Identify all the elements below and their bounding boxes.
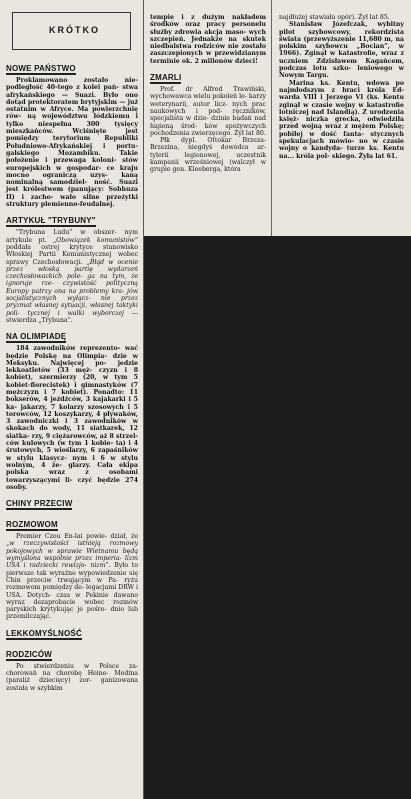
text-run: Premier Czou En-lai powie- dział, że [16, 533, 138, 541]
text-run: "Trybuna Ludu" w obszer- nym artykule pt. [6, 229, 138, 244]
top-right-block [144, 0, 411, 236]
text-run: poddała ostrej krytyce stanowisko Włoskiej Partii Komunistycznej wobec sprawy Czechosłowacji. [6, 243, 138, 266]
obituary-marina-kent: Marina ks. Kentu, wdowa po najmłodszym z braci króla Ed- warda VIII i Jerzego VI (ks. Kentu zginął w czasie wojny w katastrofie lotniczej nad Islandią). Z urodzenia księż- niczka grecka, odwiedziła przed wojną wraz z mężem Polskę; pobiłej w dość fanta- stycznych spekulacjach mówio- no w czasie wojny o kandyda- turze ks. Kentu na... króla pol- skiego. Żyła lat 61. [279, 79, 404, 160]
krotko-box [12, 12, 131, 50]
right-column [273, 0, 409, 236]
obituary-trawinski: Prof. dr Alfred Trawiński, wychowawca wielu pokoleń le- karzy weterynarii, autor licz- nych prac naukowych i pod- ręczników, specjalista w dzie- dzinie badań nad higieną środ- ków spożywczych pochodzenia zwierzęcego. Żył lat 80. [150, 86, 266, 137]
headline-lekkomyslnosc-rodzicow [0, 621, 143, 663]
obituary-brzezina: Płk dypl. Ottokar Brzeza- Brzezina, niegdyś dowódca ar- tylerii legionowej, uczestnik kampanii wrześniowej (walczył w grupie gen. Kleeberga, która [150, 137, 266, 174]
left-column [0, 0, 144, 799]
headline-artykul-trybuny: ARTYKUŁ "TRYBUNY" [6, 216, 96, 226]
article-lekkomyslnosc-rodzicow: Po stwierdzeniu w Polsce za- chorowań na chorobę Heine- Medina (paraliż dziecięcy) zor- ganizowana została w szybkim [6, 662, 138, 692]
headline-line-2: RODZICÓW [6, 649, 53, 659]
text-run: Było to pierwsze tak wyraźne wypowiedzenie się Chin przeciw trwającym w Pa- ryżu rozmowom pomiędzy de- legacjami DRW i USA. Dotych- czas w Pekinie dawano wyraz dezaprobacie wobec rozmów paryskich krytykując je pośre- dnio lub przemilczając. [6, 562, 138, 621]
article-na-olimpiade: 184 zawodników reprezento- wać będzie Polskę na Olimpia- dzie w Meksyku. Najwięcej po- jedzie lekkoatletów (33 męż- czyzn i 8 kobiet), szermierzy (20, w tym 5 kobiet-florecistek) i gimnastyków (7 mężczyzn i 7 kobiet). Ponadto: 11 bokserów, 4 jeźdźców, 3 kajakarki i 5 ka- jakarzy, 7 kolarzy szosowych i 5 torowców, 12 koszykarzy, 4 pływaków, 3 zawodniczki i 3 zawodników w skokach do wody, 11 siatkarek, 12 siatka- rzy, 9 ciężarowców, aż 8 strzel- ców kulowych (w tym 1 kobie- ta) i 4 śrutowych, 5 wioślarzy, 6 zapaśników w stylu klasycz- nym i 6 w stylu wolnym, 4 że- glarzy. Cała ekipa polska wraz z osobami towarzyszącymi li- czyć będzie 274 osoby. [6, 345, 138, 491]
obituary-brzezina-end: najdłużej stawiała opór). Żył lat 85. [279, 14, 390, 21]
article-nowe-panstwo: Proklamowano zostało nie- podległość 40-tego z kolei pań- stwa afrykańskiego — Suazi. Było ono dotąd protektoratem brytyjskim — już ostatnim w Afryce. Ma powierzchnię rów- ną województwu łódzkiemu i tylko niespełna 300 tysięcy mieszkańców. Wciśnięte jest pomiędzy terytorium Republiki Południowo-Afrykańskiej i portu- galskiego Mozambiku. Takie położenie i przewaga koloni- stów europejskich w gospodar- ce kraju mocno ograniczą uzys- kaną nominalną samodziel- ność. Suazi jest królestwem (panujący: Sobhuza II) i zacho- wało silne przeżytki struktury plemienno-feudalnej. [6, 77, 138, 209]
text-run-italic: „Obowiązek komunistów” [52, 236, 138, 244]
article-chiny-przeciw-rozmowom [6, 533, 138, 621]
headline-nowe-panstwo: NOWE PAŃSTWO [6, 64, 76, 73]
text-run-italic: „Błąd w ocenie przez włoską partię wydarzeń czechosłowackich pole- ga na tym, że ignoruje rze- czywistość polityczną Europy patrzy ona na problemy kra- jów socjalistycznych wyłącz- nie przez pryzmat własnej sytuacji, własnej taktyki poli- tycznej i walki wyborczej [6, 258, 138, 317]
text-run-italic: „w rzeczywistości istnieją rozmowy pokojowych w sprawie Wietnamu będą wymyślona wspólnie przez imperia- lizm USA i radziecki rewizjo- nizm”. [6, 540, 138, 570]
headline-line-2: ROZMOWOM [6, 520, 58, 530]
headline-line-1: CHINY PRZECIW [6, 499, 73, 509]
middle-column [144, 0, 272, 236]
box-title: KRÓTKO [49, 25, 100, 35]
text-run: — stwierdza „Trybuna”. [6, 309, 139, 324]
headline-zmarli: ZMARLI [150, 73, 182, 83]
headline-chiny-przeciw-rozmowom [0, 491, 143, 533]
article-continuation: tempie i z dużym nakładem środków oraz pracy personelu służby zdrowia akcja maso- wych szczepień. Jednakże na skutek niedbalstwa rodziców nie zostało zaszczepionych w przewidzianym terminie ok. 2 milionów dzieci! [150, 14, 266, 65]
headline-line-1: LEKKOMYŚLNOŚĆ [6, 628, 82, 638]
obituary-jozefczak: Stanisław Józefczak, wybitny pilot szybowcowy, rekordzista świata (przewyższenie 11,680 m, na polskim szybowcu „Bocian”, w 1966). Zginął w katastrofie, wraz z uczniem Zdzisławem Kagańcem, podczas lotu szko- leniowego w Nowym Targu. [279, 21, 404, 80]
headline-na-olimpiade: NA OLIMPIADĘ [6, 332, 67, 342]
article-artykul-trybuny [6, 229, 138, 324]
